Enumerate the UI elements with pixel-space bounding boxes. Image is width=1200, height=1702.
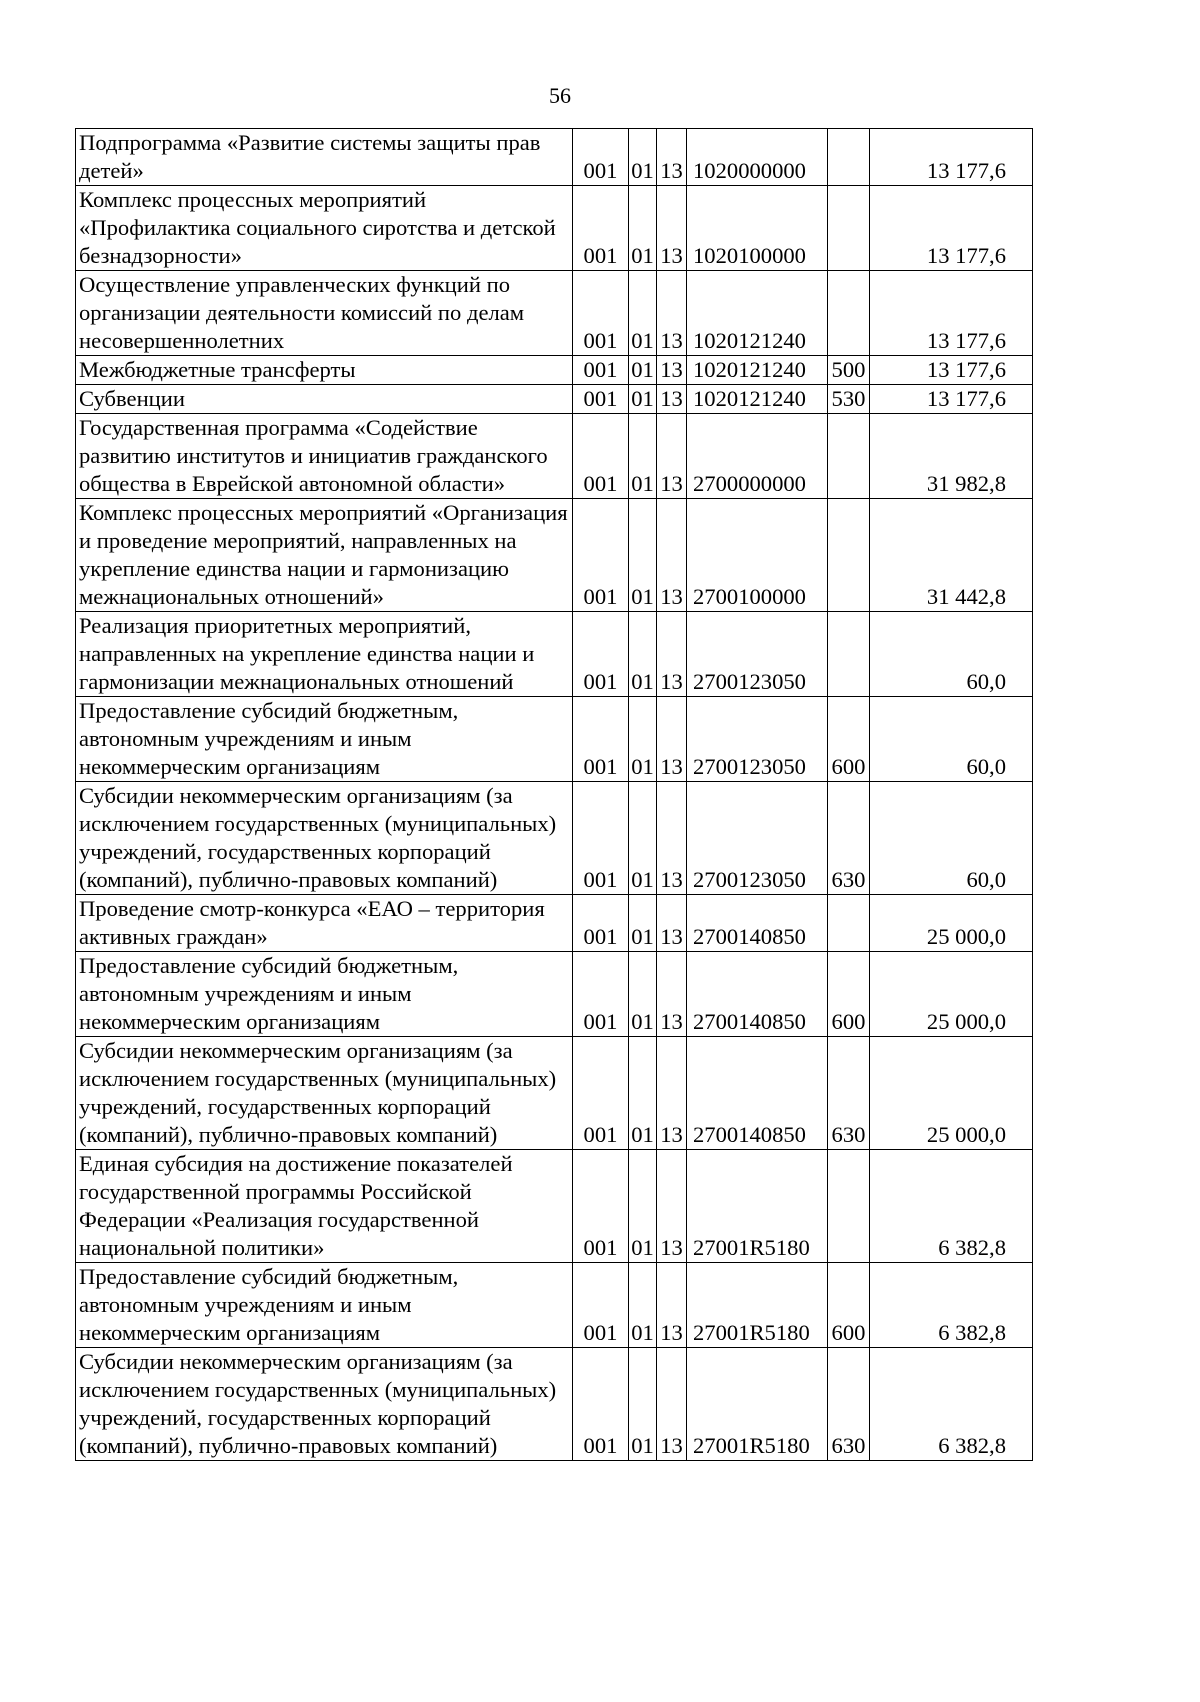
table-row [76, 1263, 1033, 1348]
row-section-code: 01 [629, 271, 657, 356]
row-name: Субсидии некоммерческим организациям (за исключением государственных (муниципальных) учреждений, государственных корпораций (компаний), публично-правовых компаний) [76, 1037, 573, 1150]
row-target-code: 2700140850 [687, 895, 828, 952]
row-target-code: 1020100000 [687, 186, 828, 271]
row-ministry-code: 001 [573, 1037, 629, 1150]
row-subsection-code: 13 [657, 385, 687, 414]
row-section-code: 01 [629, 1037, 657, 1150]
row-amount: 6 382,8 [870, 1150, 1033, 1263]
row-expense-type: 630 [828, 1037, 870, 1150]
row-subsection-code: 13 [657, 1348, 687, 1461]
row-expense-type: 600 [828, 952, 870, 1037]
row-section-code: 01 [629, 1263, 657, 1348]
row-target-code: 27001R5180 [687, 1263, 828, 1348]
row-amount: 25 000,0 [870, 895, 1033, 952]
row-section-code: 01 [629, 895, 657, 952]
row-subsection-code: 13 [657, 1037, 687, 1150]
row-name: Единая субсидия на достижение показателей государственной программы Российской Федерации «Реализация государственной национальной политики» [76, 1150, 573, 1263]
row-ministry-code: 001 [573, 499, 629, 612]
row-name: Подпрограмма «Развитие системы защиты прав детей» [76, 129, 573, 186]
row-subsection-code: 13 [657, 612, 687, 697]
row-subsection-code: 13 [657, 414, 687, 499]
table-row [76, 1037, 1033, 1150]
row-target-code: 2700140850 [687, 1037, 828, 1150]
row-amount: 13 177,6 [870, 385, 1033, 414]
row-section-code: 01 [629, 385, 657, 414]
row-section-code: 01 [629, 414, 657, 499]
row-amount: 60,0 [870, 782, 1033, 895]
row-section-code: 01 [629, 1348, 657, 1461]
table-row [76, 385, 1033, 414]
table-row [76, 271, 1033, 356]
row-target-code: 2700123050 [687, 697, 828, 782]
row-name: Предоставление субсидий бюджетным, автономным учреждениям и иным некоммерческим организациям [76, 1263, 573, 1348]
row-name: Предоставление субсидий бюджетным, автономным учреждениям и иным некоммерческим организациям [76, 952, 573, 1037]
row-target-code: 1020121240 [687, 385, 828, 414]
table-row [76, 1150, 1033, 1263]
row-name: Субсидии некоммерческим организациям (за исключением государственных (муниципальных) учреждений, государственных корпораций (компаний), публично-правовых компаний) [76, 1348, 573, 1461]
row-expense-type [828, 499, 870, 612]
row-section-code: 01 [629, 697, 657, 782]
row-subsection-code: 13 [657, 129, 687, 186]
row-subsection-code: 13 [657, 1150, 687, 1263]
row-section-code: 01 [629, 612, 657, 697]
row-subsection-code: 13 [657, 782, 687, 895]
row-expense-type [828, 186, 870, 271]
row-expense-type [828, 1150, 870, 1263]
row-ministry-code: 001 [573, 271, 629, 356]
row-name: Субсидии некоммерческим организациям (за исключением государственных (муниципальных) учреждений, государственных корпораций (компаний), публично-правовых компаний) [76, 782, 573, 895]
row-target-code: 1020000000 [687, 129, 828, 186]
row-expense-type: 500 [828, 356, 870, 385]
table-row [76, 952, 1033, 1037]
row-ministry-code: 001 [573, 782, 629, 895]
row-ministry-code: 001 [573, 414, 629, 499]
row-target-code: 2700100000 [687, 499, 828, 612]
budget-table [75, 128, 1033, 1461]
row-amount: 31 442,8 [870, 499, 1033, 612]
row-section-code: 01 [629, 1150, 657, 1263]
row-section-code: 01 [629, 129, 657, 186]
row-expense-type: 630 [828, 1348, 870, 1461]
budget-table-body [76, 129, 1033, 1461]
table-row [76, 895, 1033, 952]
row-name: Комплекс процессных мероприятий «Профилактика социального сиротства и детской безнадзорности» [76, 186, 573, 271]
table-row [76, 782, 1033, 895]
row-expense-type: 600 [828, 697, 870, 782]
row-target-code: 1020121240 [687, 271, 828, 356]
row-ministry-code: 001 [573, 1263, 629, 1348]
row-expense-type [828, 271, 870, 356]
row-amount: 6 382,8 [870, 1348, 1033, 1461]
row-section-code: 01 [629, 499, 657, 612]
row-subsection-code: 13 [657, 499, 687, 612]
row-section-code: 01 [629, 782, 657, 895]
row-expense-type [828, 414, 870, 499]
row-name: Государственная программа «Содействие развитию институтов и инициатив гражданского общества в Еврейской автономной области» [76, 414, 573, 499]
row-amount: 60,0 [870, 612, 1033, 697]
row-amount: 60,0 [870, 697, 1033, 782]
row-subsection-code: 13 [657, 1263, 687, 1348]
table-row [76, 356, 1033, 385]
row-subsection-code: 13 [657, 186, 687, 271]
table-row [76, 1348, 1033, 1461]
row-amount: 25 000,0 [870, 952, 1033, 1037]
row-target-code: 2700123050 [687, 612, 828, 697]
row-section-code: 01 [629, 186, 657, 271]
row-ministry-code: 001 [573, 952, 629, 1037]
row-amount: 13 177,6 [870, 356, 1033, 385]
row-expense-type [828, 129, 870, 186]
row-amount: 13 177,6 [870, 186, 1033, 271]
row-ministry-code: 001 [573, 895, 629, 952]
row-name: Проведение смотр-конкурса «ЕАО – территория активных граждан» [76, 895, 573, 952]
table-row [76, 697, 1033, 782]
row-subsection-code: 13 [657, 895, 687, 952]
row-section-code: 01 [629, 952, 657, 1037]
row-target-code: 2700000000 [687, 414, 828, 499]
table-row [76, 414, 1033, 499]
table-row [76, 499, 1033, 612]
row-name: Комплекс процессных мероприятий «Организация и проведение мероприятий, направленных на укрепление единства нации и гармонизацию межнациональных отношений» [76, 499, 573, 612]
table-row [76, 612, 1033, 697]
row-target-code: 2700123050 [687, 782, 828, 895]
row-target-code: 2700140850 [687, 952, 828, 1037]
row-subsection-code: 13 [657, 271, 687, 356]
row-ministry-code: 001 [573, 356, 629, 385]
row-subsection-code: 13 [657, 697, 687, 782]
row-ministry-code: 001 [573, 385, 629, 414]
row-subsection-code: 13 [657, 356, 687, 385]
row-expense-type [828, 612, 870, 697]
row-ministry-code: 001 [573, 1348, 629, 1461]
row-amount: 6 382,8 [870, 1263, 1033, 1348]
row-ministry-code: 001 [573, 1150, 629, 1263]
row-amount: 13 177,6 [870, 271, 1033, 356]
row-expense-type: 600 [828, 1263, 870, 1348]
row-amount: 13 177,6 [870, 129, 1033, 186]
row-expense-type: 630 [828, 782, 870, 895]
row-name: Осуществление управленческих функций по организации деятельности комиссий по делам несовершеннолетних [76, 271, 573, 356]
row-expense-type: 530 [828, 385, 870, 414]
row-target-code: 1020121240 [687, 356, 828, 385]
row-subsection-code: 13 [657, 952, 687, 1037]
row-name: Предоставление субсидий бюджетным, автономным учреждениям и иным некоммерческим организациям [76, 697, 573, 782]
row-target-code: 27001R5180 [687, 1150, 828, 1263]
row-section-code: 01 [629, 356, 657, 385]
table-row [76, 186, 1033, 271]
row-amount: 25 000,0 [870, 1037, 1033, 1150]
row-expense-type [828, 895, 870, 952]
page-number: 56 [549, 83, 571, 108]
row-ministry-code: 001 [573, 612, 629, 697]
row-ministry-code: 001 [573, 697, 629, 782]
row-name: Реализация приоритетных мероприятий, направленных на укрепление единства нации и гармонизации межнациональных отношений [76, 612, 573, 697]
table-row [76, 129, 1033, 186]
row-name: Межбюджетные трансферты [76, 356, 573, 385]
row-ministry-code: 001 [573, 129, 629, 186]
row-ministry-code: 001 [573, 186, 629, 271]
row-amount: 31 982,8 [870, 414, 1033, 499]
row-target-code: 27001R5180 [687, 1348, 828, 1461]
row-name: Субвенции [76, 385, 573, 414]
